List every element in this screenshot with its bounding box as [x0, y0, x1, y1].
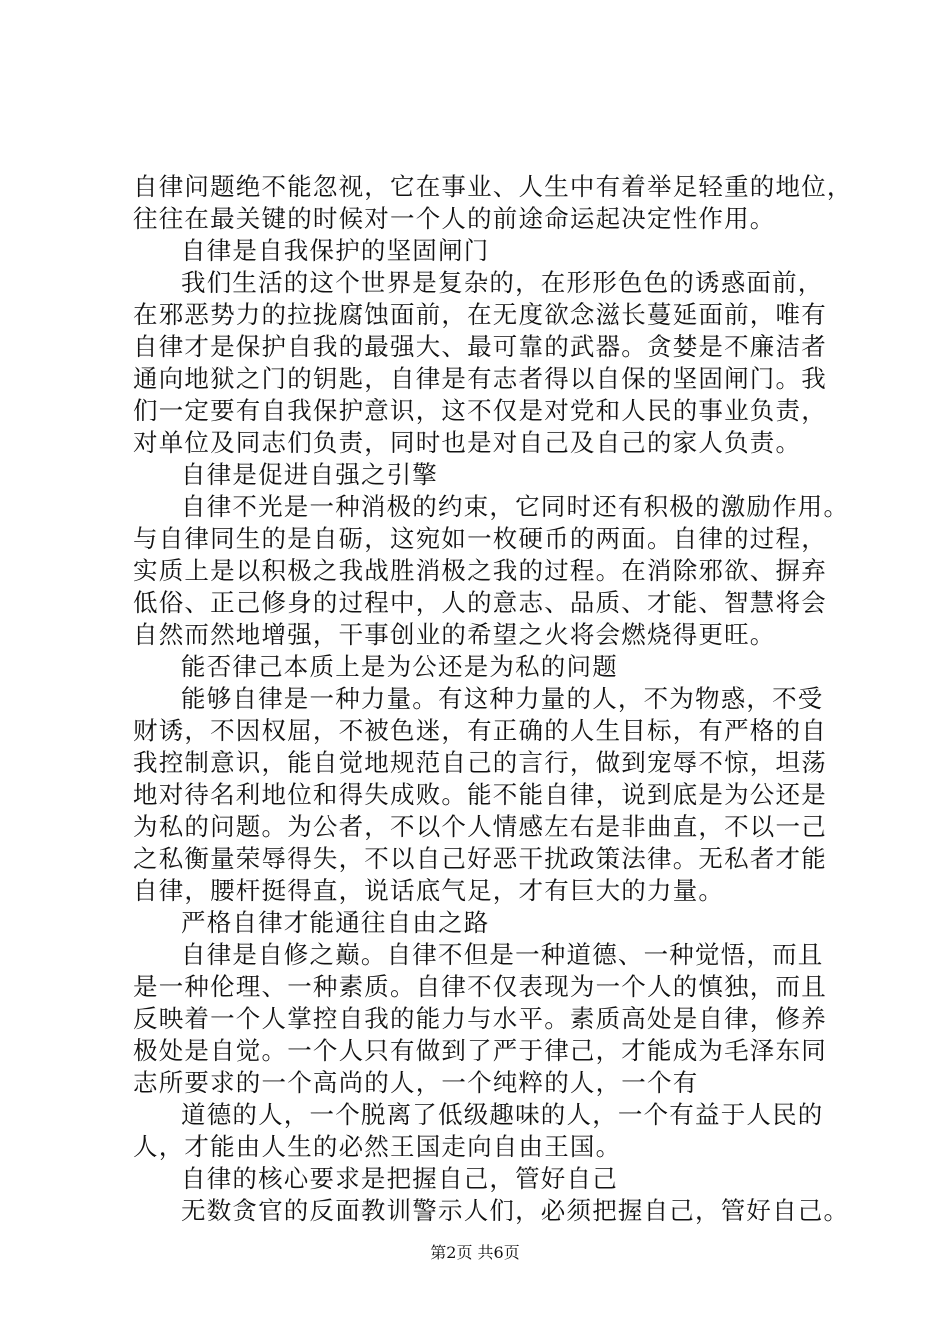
text-line-26: 是一种伦理、一种素质。自律不仅表现为一个人的慎独，而且	[133, 972, 827, 1001]
text-line-7: 通向地狱之门的钥匙，自律是有志者得以自保的坚固闸门。我	[133, 364, 827, 393]
text-line-4: 我们生活的这个世界是复杂的，在形形色色的诱惑面前，	[181, 268, 824, 297]
text-line-18: 财诱，不因权屈，不被色迷，有正确的人生目标，有严格的自	[133, 716, 827, 745]
text-line-25: 自律是自修之巅。自律不但是一种道德、一种觉悟，而且	[181, 940, 824, 969]
text-line-9: 对单位及同志们负责，同时也是对自己及自己的家人负责。	[133, 428, 802, 457]
text-line-20: 地对待名利地位和得失成败。能不能自律，说到底是为公还是	[133, 780, 827, 809]
section-heading-core-requirement: 自律的核心要求是把握自己，管好自己	[181, 1164, 618, 1193]
section-heading-self-strength: 自律是促进自强之引擎	[181, 460, 438, 489]
text-line-1: 自律问题绝不能忽视，它在事业、人生中有着举足轻重的地位，	[133, 172, 853, 201]
section-heading-public-private: 能否律己本质上是为公还是为私的问题	[181, 652, 618, 681]
text-line-33: 无数贪官的反面教训警示人们，必须把握自己，管好自己。	[181, 1196, 850, 1225]
page-number-footer: 第2页 共6页	[430, 1243, 520, 1262]
text-line-22: 之私衡量荣辱得失，不以自己好恶干扰政策法律。无私者才能	[133, 844, 827, 873]
text-line-27: 反映着一个人掌控自我的能力与水平。素质高处是自律，修养	[133, 1004, 827, 1033]
text-line-21: 为私的问题。为公者，不以个人情感左右是非曲直，不以一己	[133, 812, 827, 841]
text-line-28: 极处是自觉。一个人只有做到了严于律己，才能成为毛泽东同	[133, 1036, 827, 1065]
text-line-2: 往往在最关键的时候对一个人的前途命运起决定性作用。	[133, 204, 776, 233]
text-line-13: 实质上是以积极之我战胜消极之我的过程。在消除邪欲、摒弃	[133, 556, 827, 585]
text-line-6: 自律才是保护自我的最强大、最可靠的武器。贪婪是不廉洁者	[133, 332, 827, 361]
section-heading-self-protection: 自律是自我保护的坚固闸门	[181, 236, 490, 265]
text-line-17: 能够自律是一种力量。有这种力量的人，不为物惑，不受	[181, 684, 824, 713]
text-line-30: 道德的人，一个脱离了低级趣味的人，一个有益于人民的	[181, 1100, 824, 1129]
text-line-15: 自然而然地增强，干事创业的希望之火将会燃烧得更旺。	[133, 620, 776, 649]
text-line-31: 人，才能由人生的必然王国走向自由王国。	[133, 1132, 622, 1161]
text-line-11: 自律不光是一种消极的约束，它同时还有积极的激励作用。	[181, 492, 850, 521]
text-line-23: 自律，腰杆挺得直，说话底气足，才有巨大的力量。	[133, 876, 725, 905]
text-line-19: 我控制意识，能自觉地规范自己的言行，做到宠辱不惊，坦荡	[133, 748, 827, 777]
text-line-8: 们一定要有自我保护意识，这不仅是对党和人民的事业负责，	[133, 396, 827, 425]
text-line-5: 在邪恶势力的拉拢腐蚀面前，在无度欲念滋长蔓延面前，唯有	[133, 300, 827, 329]
text-line-12: 与自律同生的是自砺，这宛如一枚硬币的两面。自律的过程，	[133, 524, 827, 553]
section-heading-freedom: 严格自律才能通往自由之路	[181, 908, 490, 937]
text-line-29: 志所要求的一个高尚的人，一个纯粹的人，一个有	[133, 1068, 699, 1097]
text-line-14: 低俗、正己修身的过程中，人的意志、品质、才能、智慧将会	[133, 588, 827, 617]
